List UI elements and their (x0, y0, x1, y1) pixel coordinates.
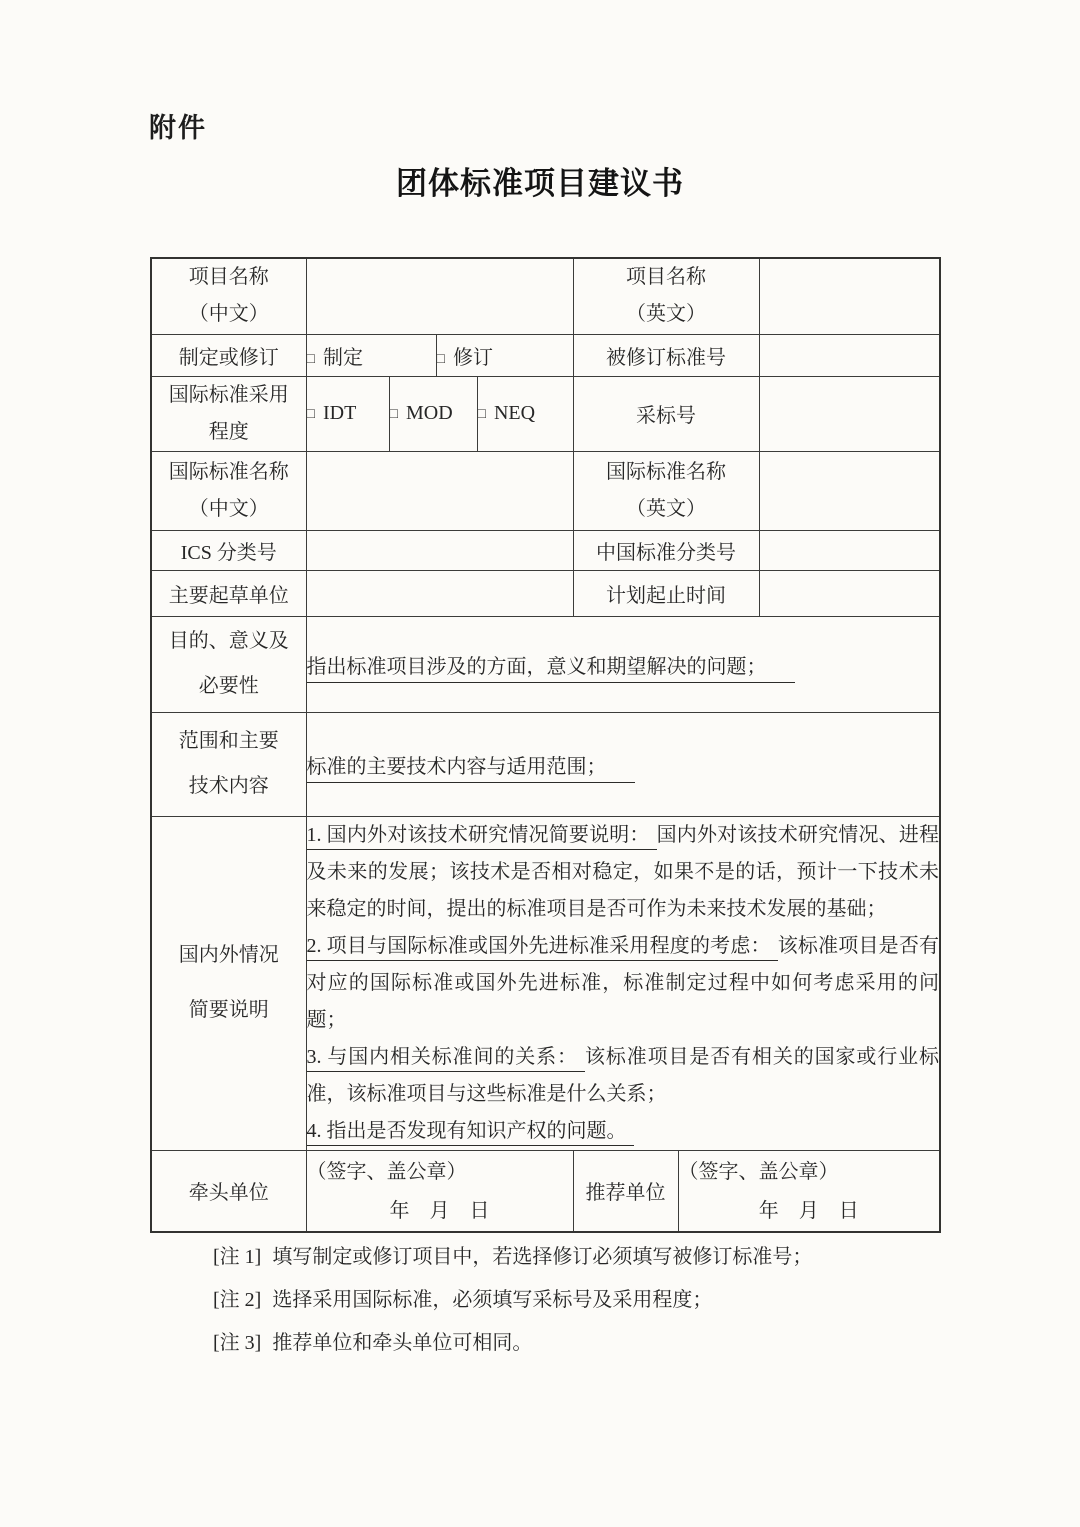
footnotes (213, 1236, 812, 1365)
footnote-2 (213, 1279, 812, 1322)
intl-name-en-value-cell (759, 451, 940, 530)
overview-item-1 (307, 817, 940, 928)
scope-label (151, 712, 306, 816)
overview-item-1-lead: 1. 国内外对该技术研究情况简要说明： (307, 824, 657, 850)
lead-org-signature-cell (306, 1150, 573, 1232)
cn-class-label: 中国标准分类号 (573, 530, 759, 570)
footnote-1-tag: [注 1] (213, 1246, 262, 1268)
row-drafting-org (151, 570, 940, 616)
revise-option-cell (436, 334, 573, 376)
footnote-3-tag: [注 3] (213, 1332, 262, 1354)
row-scope (151, 712, 940, 816)
overview-item-3 (307, 1039, 940, 1113)
project-name-cn-label-line1: 项目名称 (188, 266, 269, 289)
recommend-org-signature-note: （签字、盖公章） (678, 1161, 839, 1184)
ics-label: ICS 分类号 (151, 530, 306, 570)
scope-label-line2: 技术内容 (188, 775, 269, 797)
footnote-1-text: 填写制定或修订项目中，若选择修订必须填写被修订标准号； (272, 1246, 813, 1268)
footnote-1 (213, 1236, 812, 1279)
overview-item-4-lead: 4. 指出是否发现有知识产权的问题。 (307, 1120, 634, 1146)
adoption-no-value-cell (759, 376, 940, 451)
row-intl-standard-name (151, 451, 940, 530)
row-draft-or-revise (151, 334, 940, 376)
neq-option-cell (477, 376, 573, 451)
intl-name-cn-value-cell (306, 451, 573, 530)
intl-name-cn-label-line2: （中文） (188, 497, 269, 520)
row-signoff (151, 1150, 940, 1232)
scope-content-cell (306, 712, 940, 816)
draft-option-cell (306, 334, 436, 376)
project-name-cn-label (151, 258, 306, 334)
lead-org-date-line: 年 月 日 (389, 1200, 490, 1223)
row-overview (151, 816, 940, 1150)
checkbox-icon: □ (306, 407, 315, 422)
project-name-en-label-line1: 项目名称 (626, 266, 706, 289)
schedule-label: 计划起止时间 (573, 570, 759, 616)
scope-label-line1: 范围和主要 (178, 730, 279, 752)
footnote-3-text: 推荐单位和牵头单位可相同。 (272, 1332, 533, 1354)
overview-item-1-rest: 国内外对该技术研究情况、进程及未来的发展；该技术是否相对稳定，如果不是的话，预计一下技术未来稳定的时间，提出的标准项目是否可作为未来技术发展的基础； (306, 823, 940, 920)
purpose-label (151, 616, 306, 712)
overview-content-cell (306, 816, 940, 1150)
overview-label (151, 816, 306, 1150)
schedule-value-cell (759, 570, 940, 616)
drafting-org-label: 主要起草单位 (151, 570, 306, 616)
checkbox-icon: □ (306, 351, 315, 367)
overview-item-4 (307, 1113, 940, 1150)
purpose-label-line2: 必要性 (198, 675, 259, 697)
row-project-name (151, 258, 940, 334)
project-name-en-value-cell (759, 258, 940, 334)
overview-item-3-rest: 该标准项目是否有相关的国家或行业标准，该标准项目与这些标准是什么关系； (306, 1045, 940, 1105)
revised-standard-no-label: 被修订标准号 (573, 334, 759, 376)
checkbox-icon: □ (436, 351, 445, 367)
overview-item-2-lead: 2. 项目与国际标准或国外先进标准采用程度的考虑： (307, 935, 778, 961)
adoption-no-label: 采标号 (573, 376, 759, 451)
page-title: 团体标准项目建议书 (396, 166, 684, 201)
overview-item-2 (307, 928, 940, 1039)
overview-item-3-lead: 3. 与国内相关标准间的关系： (307, 1046, 585, 1072)
footnote-2-text: 选择采用国际标准，必须填写采标号及采用程度； (272, 1289, 713, 1311)
lead-org-label: 牵头单位 (151, 1150, 306, 1232)
revise-option-label: 修订 (452, 346, 493, 369)
intl-adoption-label-line2: 程度 (208, 420, 249, 443)
cn-class-value-cell (759, 530, 940, 570)
intl-name-en-label-line1: 国际标准名称 (606, 460, 726, 483)
checkbox-icon: □ (477, 407, 486, 422)
lead-org-signature-note: （签字、盖公章） (306, 1161, 467, 1184)
revised-standard-no-value-cell (759, 334, 940, 376)
row-ics (151, 530, 940, 570)
recommend-org-signature-cell (678, 1150, 940, 1232)
purpose-label-line1: 目的、意义及 (168, 630, 289, 652)
intl-adoption-label-line1: 国际标准采用 (168, 383, 289, 406)
intl-name-cn-label (151, 451, 306, 530)
overview-label-line2: 简要说明 (188, 999, 269, 1021)
recommend-org-date-line: 年 月 日 (758, 1200, 859, 1223)
mod-option-cell (389, 376, 477, 451)
intl-adoption-label (151, 376, 306, 451)
draft-option-label: 制定 (322, 346, 363, 369)
proposal-form-table (150, 257, 941, 1233)
idt-option-label: IDT (322, 402, 357, 424)
overview-item-2-rest: 该标准项目是否有对应的国际标准或国外先进标准，标准制定过程中如何考虑采用的问题； (306, 934, 940, 1031)
checkbox-icon: □ (389, 407, 398, 422)
idt-option-cell (306, 376, 389, 451)
intl-name-en-label-line2: （英文） (626, 497, 706, 520)
purpose-content-text: 指出标准项目涉及的方面，意义和期望解决的问题； (307, 656, 795, 683)
neq-option-label: NEQ (493, 402, 536, 424)
scope-content-text: 标准的主要技术内容与适用范围； (307, 756, 635, 783)
purpose-content-cell (306, 616, 940, 712)
project-name-cn-label-line2: （中文） (188, 303, 269, 326)
row-purpose (151, 616, 940, 712)
mod-option-label: MOD (405, 402, 453, 424)
ics-value-cell (306, 530, 573, 570)
draft-revise-label: 制定或修订 (151, 334, 306, 376)
row-intl-adoption (151, 376, 940, 451)
recommend-org-label: 推荐单位 (573, 1150, 678, 1232)
project-name-en-label (573, 258, 759, 334)
project-name-en-label-line2: （英文） (626, 303, 706, 326)
intl-name-cn-label-line1: 国际标准名称 (168, 460, 289, 483)
overview-label-line1: 国内外情况 (178, 944, 279, 966)
intl-name-en-label (573, 451, 759, 530)
project-name-cn-value-cell (306, 258, 573, 334)
drafting-org-value-cell (306, 570, 573, 616)
footnote-2-tag: [注 2] (213, 1289, 262, 1311)
attachment-label: 附件 (149, 113, 207, 143)
footnote-3 (213, 1322, 812, 1365)
